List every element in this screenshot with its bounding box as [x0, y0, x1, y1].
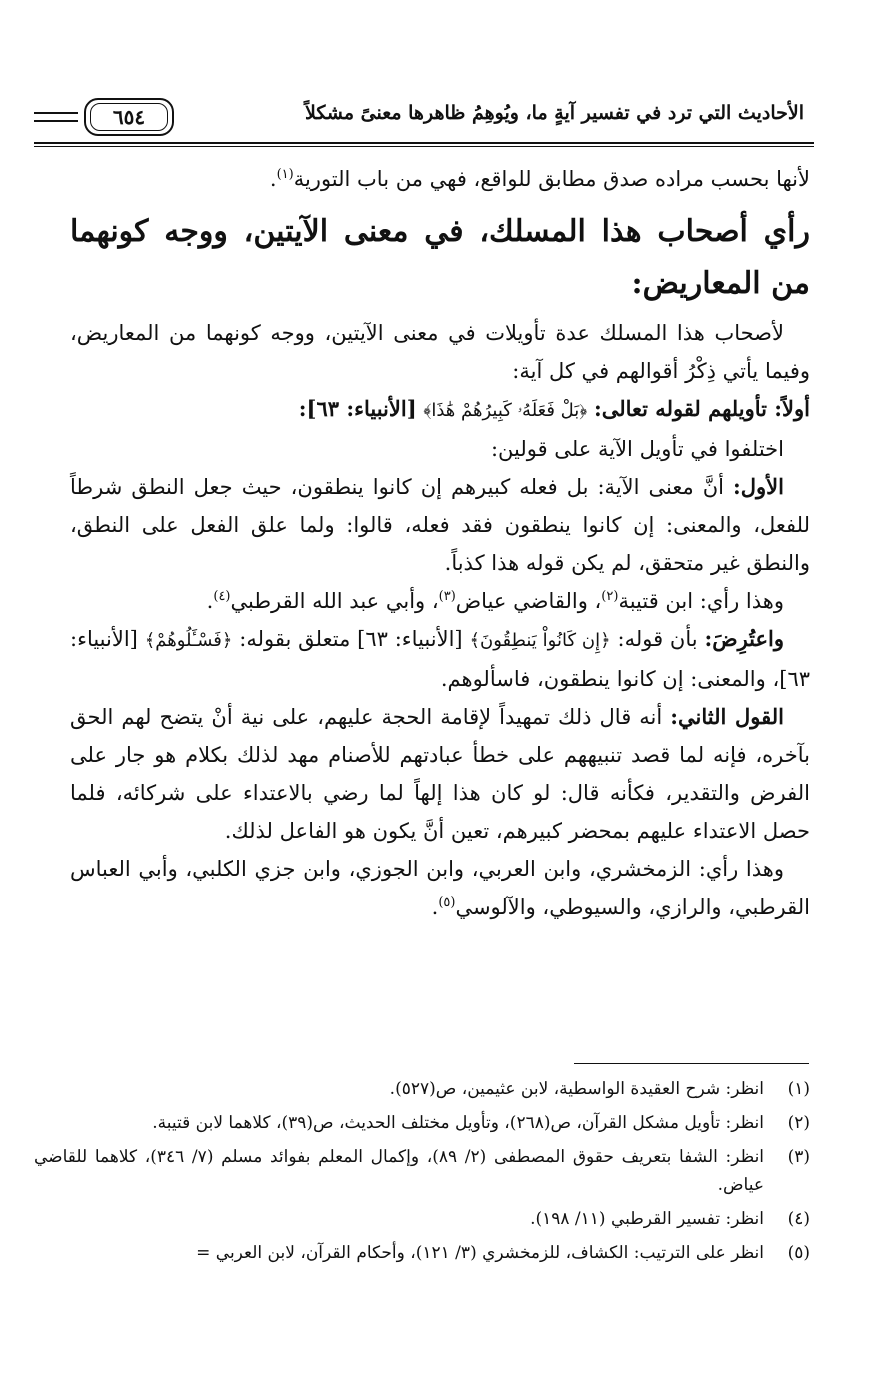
page-number: ٦٥٤ — [90, 103, 168, 131]
footnote: (٥) انظر على الترتيب: الكشاف، للزمخشري (٣/ ١٢١)، وأحكام القرآن، لابن العربي = — [34, 1239, 810, 1267]
main-text — [70, 160, 810, 926]
header-ornament-lines — [34, 112, 78, 122]
verse-ref: [الأنبياء: ٦٣]: — [298, 396, 417, 421]
running-title: الأحاديث التي ترد في تفسير آيةٍ ما، ويُوهِمُ ظاهرها معنىً مشكلاً — [305, 102, 804, 124]
quran-quote: ﴿بَلْ فَعَلَهُۥ كَبِيرُهُمْ هَٰذَا﴾ — [423, 400, 588, 421]
paragraph-two-views: اختلفوا في تأويل الآية على قولين: — [490, 437, 784, 461]
footnote-separator — [574, 1063, 809, 1064]
footnote: (٤) انظر: تفسير القرطبي (١١/ ١٩٨). — [34, 1205, 810, 1233]
paragraph-first-verse — [70, 390, 810, 430]
footnote: (١) انظر: شرح العقيدة الواسطية، لابن عثيمين، ص(٥٢٧). — [34, 1075, 810, 1103]
paragraph-first-view-scholars: وهذا رأي: ابن قتيبة$^{(٢)}$، والقاضي عياض$^{(٣)}$، وأبي عبد الله القرطبي$^{(٤)}$. — [206, 589, 784, 613]
footnote-number: (١) — [787, 1079, 810, 1099]
lead-label: واعتُرِضَ: — [704, 626, 785, 651]
section-heading: رأي أصحاب هذا المسلك، في معنى الآيتين، ووجه كونهما من المعاريض: — [70, 214, 810, 301]
header-rule-thin — [34, 146, 814, 147]
paragraph-intro: لأصحاب هذا المسلك عدة تأويلات في معنى الآيتين، ووجه كونهما من المعاريض، وفيما يأتي ذِكْرُ أقوالهم في كل آية: — [70, 321, 810, 383]
footnote-number: (٣) — [787, 1147, 810, 1167]
footnote-ref[interactable]: (٤) — [213, 589, 231, 604]
paragraph-second-view: القول الثاني: أنه قال ذلك تمهيداً لإقامة الحجة عليهم، على نية أنْ يتضح لهم الحق بآخره، فإنه لما قصد تنبيههم على خطأ عبادتهم للأصنام مهد لذلك بكلام هو جار على الفرض والتقدير، فكأنه قال: لو كان هذا إلهاً لما رضي بالاعتداء على شركائه، فلما حصل الاعتداء عليهم بمحضر كبيرهم، تعين أنَّ يكون هو الفاعل لذلك. — [70, 704, 810, 843]
page-number-frame — [84, 98, 174, 136]
quran-quote: ﴿إِن كَانُواْ يَنطِقُونَ﴾ — [469, 630, 611, 651]
paragraph-second-view-scholars: وهذا رأي: الزمخشري، وابن العربي، وابن الجوزي، وابن جزي الكلبي، وأبي العباس القرطبي، والرازي، والسيوطي، والآلوسي$^{(٥)}$. — [70, 857, 810, 919]
paragraph-first-view: الأول: أنَّ معنى الآية: بل فعله كبيرهم إن كانوا ينطقون، حيث جعل النطق شرطاً للفعل، والمعنى: إن كانوا ينطقون فقد فعله، قالوا: ولما علق الفعل على النطق، والنطق غير متحقق، لم يكن قوله هذا كذباً. — [70, 474, 810, 575]
footnote-number: (٤) — [787, 1209, 810, 1229]
footnote-number: (٢) — [787, 1113, 810, 1133]
footnote-ref[interactable]: (١) — [276, 167, 294, 182]
header-rule — [34, 142, 814, 144]
footnote-ref[interactable]: (٢) — [601, 589, 619, 604]
lead-label: القول الثاني: — [670, 704, 784, 729]
paragraph-objection: واعتُرِضَ: بأن قوله: ﴿إِن كَانُواْ يَنطِقُونَ﴾ [الأنبياء: ٦٣] متعلق بقوله: ﴿فَسْـَٔلُوهُمْ﴾ [الأنبياء: ٦٣]، والمعنى: إن كانوا ينطقون، فاسألوهم. — [70, 626, 810, 691]
quran-quote: ﴿فَسْـَٔلُوهُمْ﴾ — [144, 630, 233, 651]
footnote-ref[interactable]: (٣) — [438, 589, 456, 604]
lead-label: أولاً: تأويلهم لقوله تعالى: — [593, 396, 810, 421]
footnote-number: (٥) — [787, 1243, 810, 1263]
footnote-ref[interactable]: (٥) — [438, 895, 456, 910]
footnotes — [34, 1075, 810, 1273]
page-header — [34, 96, 814, 144]
paragraph-continuation: لأنها بحسب مراده صدق مطابق للواقع، فهي من باب التورية$^{(١)}$. — [269, 167, 810, 191]
footnote: (٢) انظر: تأويل مشكل القرآن، ص(٢٦٨)، وتأويل مختلف الحديث، ص(٣٩)، كلاهما لابن قتيبة. — [34, 1109, 810, 1137]
lead-label: الأول: — [733, 474, 784, 499]
footnote: (٣) انظر: الشفا بتعريف حقوق المصطفى (٢/ ٨٩)، وإكمال المعلم بفوائد مسلم (٧/ ٣٤٦)، كلاهما للقاضي عياض. — [34, 1143, 810, 1199]
